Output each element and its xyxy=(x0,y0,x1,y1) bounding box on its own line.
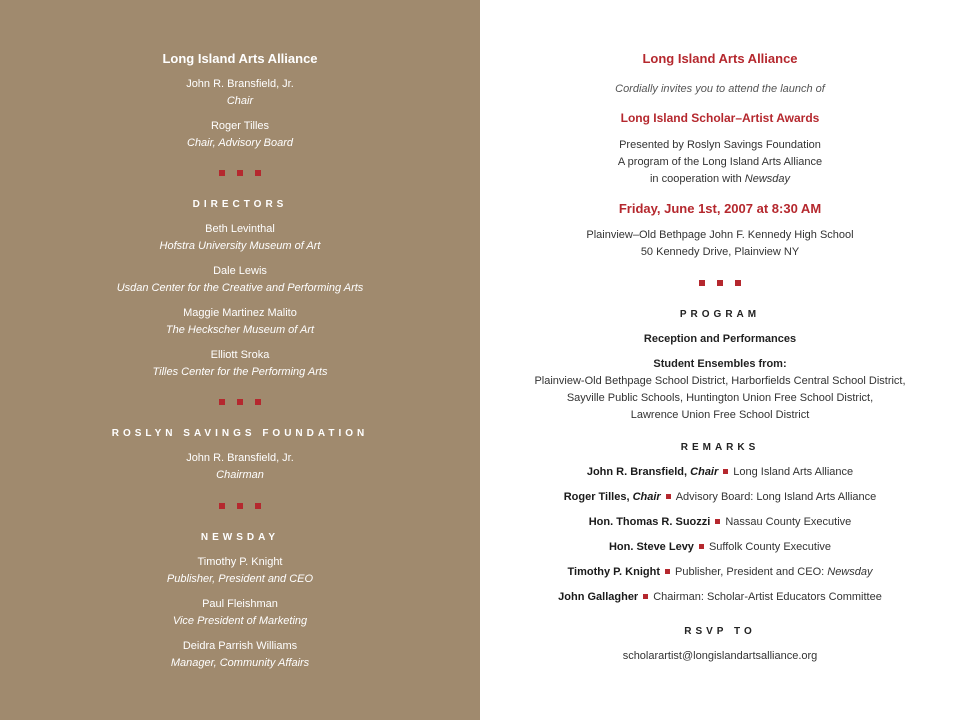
venue: Plainview–Old Bethpage John F. Kennedy High School xyxy=(586,229,854,241)
rsvp-email: scholarartist@longislandartsalliance.org xyxy=(622,650,818,662)
newsday-role: Manager, Community Affairs xyxy=(170,657,310,669)
newsday-role: Publisher, President and CEO xyxy=(166,573,314,585)
separator-dots xyxy=(0,503,480,509)
invite-text: Cordially invites you to attend the launch of xyxy=(615,83,825,95)
remark-row: Hon. Steve Levy Suffolk County Executive xyxy=(608,541,832,553)
director-name: Elliott Sroka xyxy=(210,349,270,361)
leader-role: Chair, Advisory Board xyxy=(187,137,293,149)
director-org: The Heckscher Museum of Art xyxy=(165,324,315,336)
reception: Reception and Performances xyxy=(643,333,797,345)
cooperation-line: in cooperation with Newsday xyxy=(649,173,791,185)
ensembles-line: Plainview-Old Bethpage School District, Harborfields Central School District, xyxy=(534,375,906,387)
right-org-title: Long Island Arts Alliance xyxy=(642,51,798,66)
separator-dots xyxy=(0,170,480,176)
newsday-role: Vice President of Marketing xyxy=(172,615,308,627)
address: 50 Kennedy Drive, Plainview NY xyxy=(640,246,800,258)
roslyn-role: Chairman xyxy=(216,469,264,481)
event-date: Friday, June 1st, 2007 at 8:30 AM xyxy=(618,201,822,216)
left-org-title: Long Island Arts Alliance xyxy=(162,51,318,66)
program-of: A program of the Long Island Arts Alliance xyxy=(617,156,823,168)
newsday-name: Paul Fleishman xyxy=(202,598,278,610)
ensembles-line: Lawrence Union Free School District xyxy=(630,409,810,421)
remark-row: John R. Bransfield, Chair Long Island Arts Alliance xyxy=(586,466,854,478)
newsday-name: Deidra Parrish Williams xyxy=(182,640,298,652)
remark-row: John Gallagher Chairman: Scholar-Artist Educators Committee xyxy=(558,591,882,603)
separator-dots xyxy=(0,399,480,405)
ensembles-line: Sayville Public Schools, Huntington Union Free School District, xyxy=(566,392,874,404)
program-heading: PROGRAM xyxy=(679,309,761,320)
leader-name: John R. Bransfield, Jr. xyxy=(186,78,294,90)
newsday-name: Timothy P. Knight xyxy=(197,556,283,568)
event-title: Long Island Scholar–Artist Awards xyxy=(620,111,820,125)
remark-row: Timothy P. Knight Publisher, President and CEO: Newsday xyxy=(567,566,873,578)
separator-dots xyxy=(480,280,960,286)
director-org: Tilles Center for the Performing Arts xyxy=(152,366,328,378)
leader-name: Roger Tilles xyxy=(210,120,270,132)
director-name: Beth Levinthal xyxy=(205,223,275,235)
presented-by: Presented by Roslyn Savings Foundation xyxy=(619,139,821,151)
leader-role: Chair xyxy=(226,95,254,107)
roslyn-heading: ROSLYN SAVINGS FOUNDATION xyxy=(111,428,369,439)
roslyn-name: John R. Bransfield, Jr. xyxy=(186,452,294,464)
right-panel xyxy=(480,0,960,720)
director-org: Hofstra University Museum of Art xyxy=(159,240,321,252)
remarks-heading: REMARKS xyxy=(680,442,760,453)
ensembles-heading: Student Ensembles from: xyxy=(653,358,787,370)
remark-row: Hon. Thomas R. Suozzi Nassau County Executive xyxy=(588,516,852,528)
newsday-heading: NEWSDAY xyxy=(200,532,280,543)
director-name: Dale Lewis xyxy=(213,265,267,277)
director-name: Maggie Martinez Malito xyxy=(183,307,297,319)
director-org: Usdan Center for the Creative and Performing Arts xyxy=(116,282,364,294)
remark-row: Roger Tilles, Chair Advisory Board: Long Island Arts Alliance xyxy=(563,491,877,503)
directors-heading: DIRECTORS xyxy=(192,199,288,210)
rsvp-heading: RSVP TO xyxy=(684,626,756,637)
